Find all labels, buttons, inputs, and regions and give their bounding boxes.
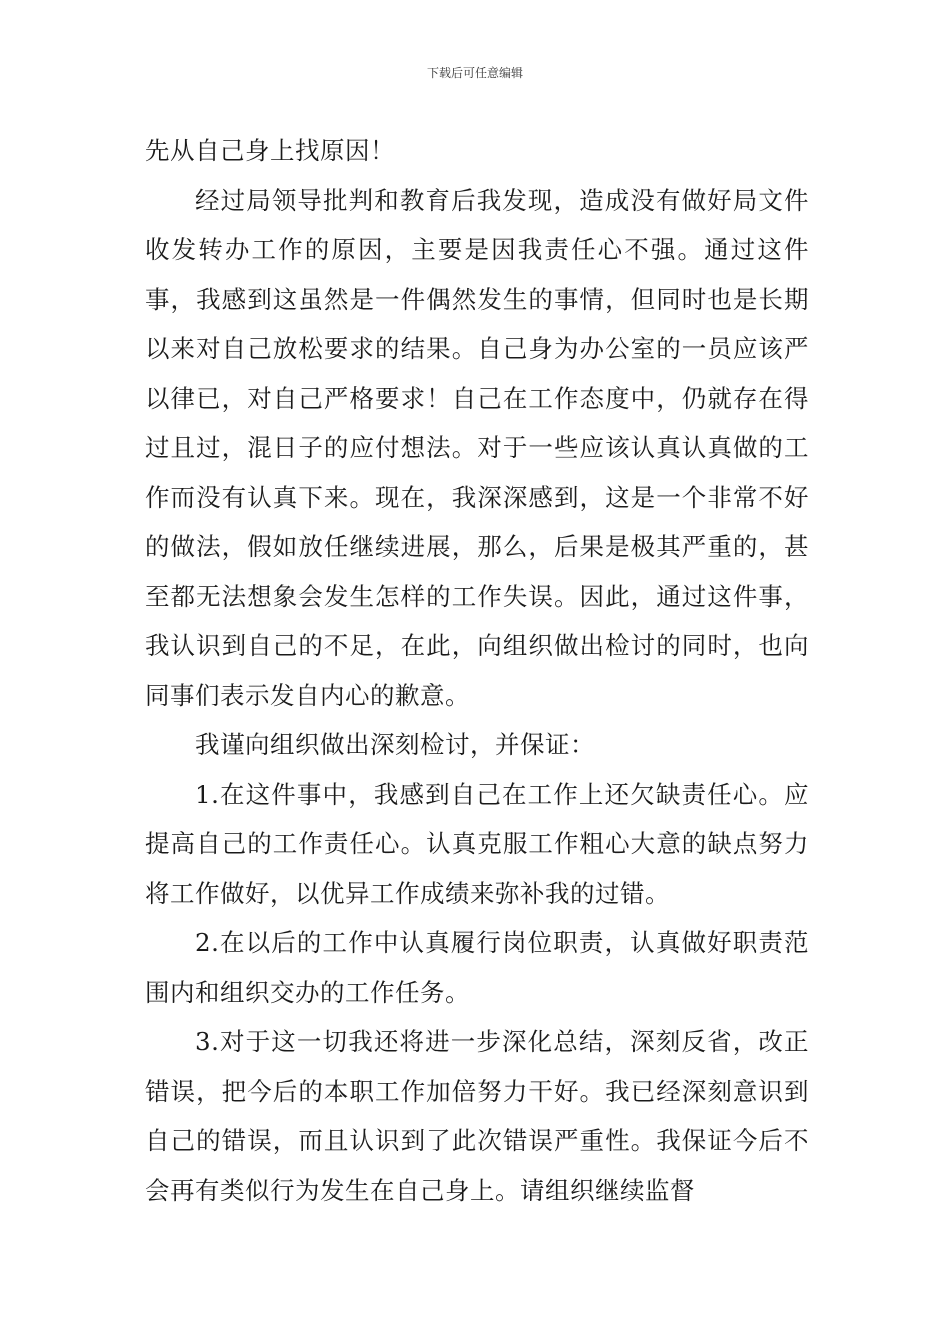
paragraph-4: 1.在这件事中，我感到自己在工作上还欠缺责任心。应提高自己的工作责任心。认真克服工作粗心大意的缺点努力将工作做好，以优异工作成绩来弥补我的过错。 — [145, 779, 809, 908]
paragraph-5: 2.在以后的工作中认真履行岗位职责，认真做好职责范围内和组织交办的工作任务。 — [145, 928, 809, 1007]
page-header: 下载后可任意编辑 — [426, 66, 523, 80]
paragraph-6: 3.对于这一切我还将进一步深化总结，深刻反省，改正错误，把今后的本职工作加倍努力干好。我已经深刻意识到自己的错误，而且认识到了此次错误严重性。我保证今后不会再有类似行为发生在自己身上。请组织继续监督 — [145, 1027, 809, 1205]
paragraph-1: 先从自己身上找原因！ — [145, 136, 395, 165]
paragraph-3: 我谨向组织做出深刻检讨，并保证： — [195, 730, 595, 759]
document-body — [145, 126, 809, 1215]
paragraph-2: 经过局领导批判和教育后我发现，造成没有做好局文件收发转办工作的原因，主要是因我责任心不强。通过这件事，我感到这虽然是一件偶然发生的事情，但同时也是长期以来对自己放松要求的结果。自己身为办公室的一员应该严以律已，对自己严格要求！自己在工作态度中，仍就存在得过且过，混日子的应付想法。对于一些应该认真认真做的工作而没有认真下来。现在，我深深感到，这是一个非常不好的做法，假如放任继续进展，那么，后果是极其严重的，甚至都无法想象会发生怎样的工作失误。因此，通过这件事，我认识到自己的不足，在此，向组织做出检讨的同时，也向同事们表示发自内心的歉意。 — [145, 185, 809, 710]
